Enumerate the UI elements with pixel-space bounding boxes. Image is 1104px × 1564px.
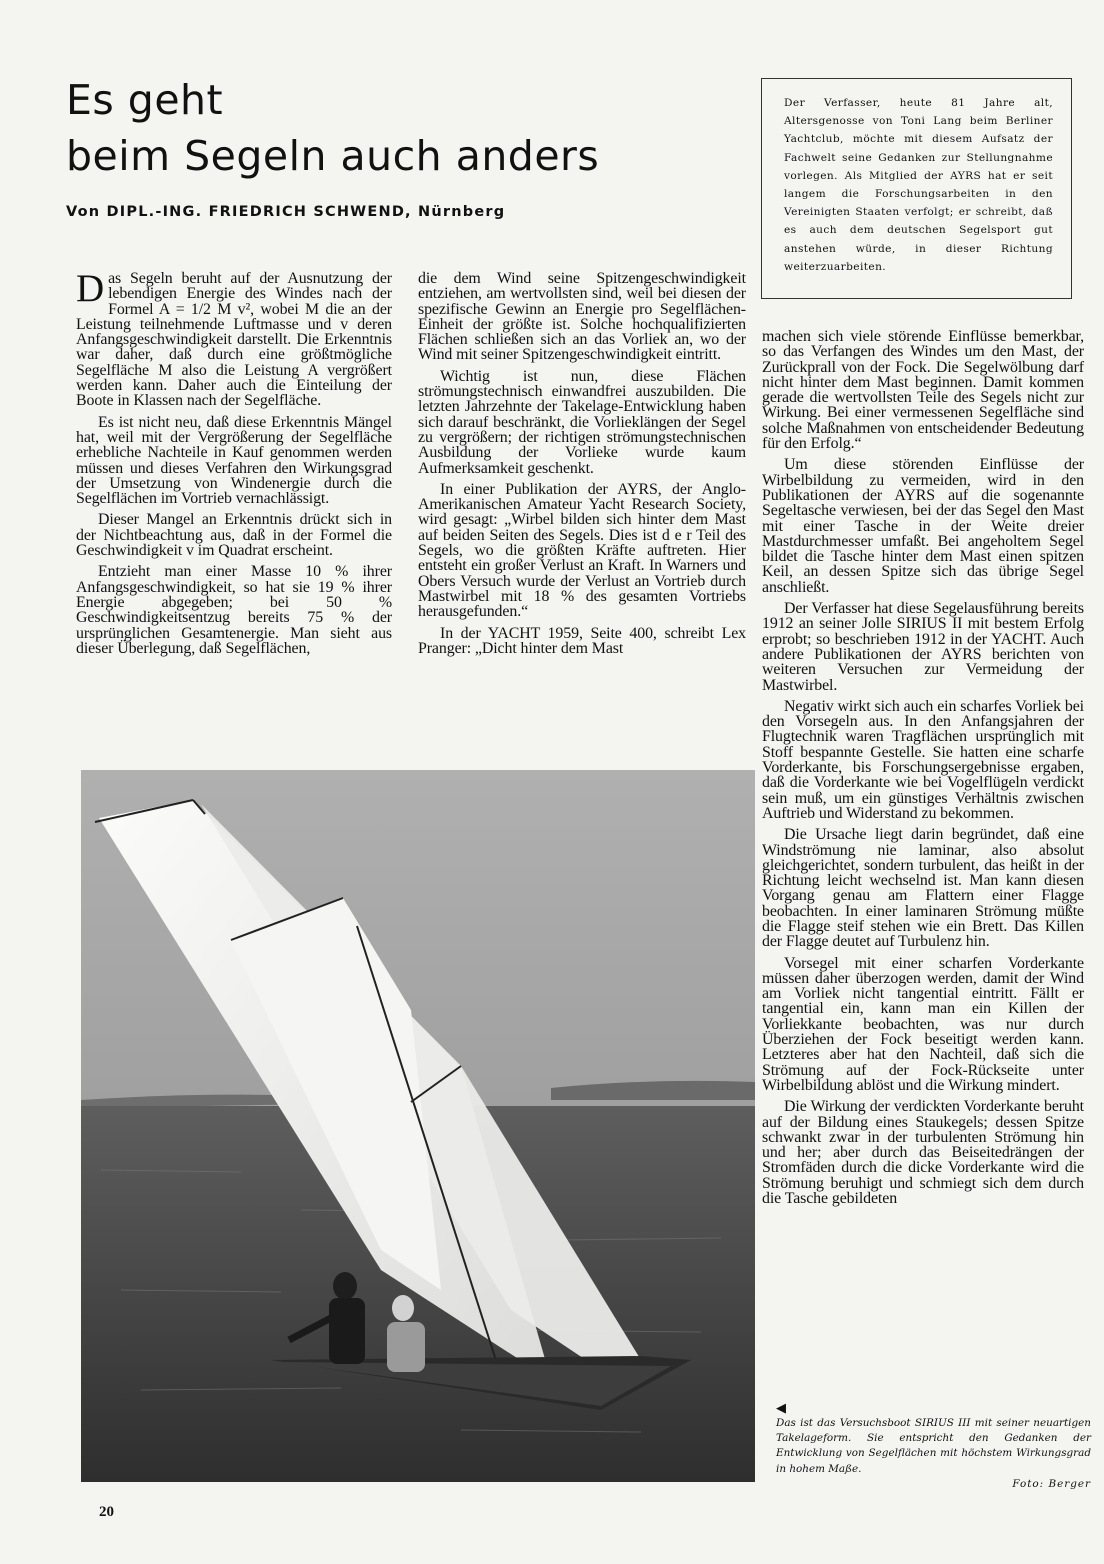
article-headline bbox=[66, 72, 756, 184]
article-paragraph: Um diese störenden Einflüsse der Wirbelbildung zu vermeiden, wird in den Publikationen der AYRS auf die sogenannte Segeltasche verwiesen, bei der das Segel den Mast mit einer Tasche in der Weite dreier Mastdurchmesser umfaßt. Bei angeholtem Segel bildet die Tasche hinter dem Mast einen spitzen Keil, an dessen Spitze sich das übrige Segel anschließt. bbox=[762, 456, 1084, 596]
sailboat-illustration bbox=[81, 770, 755, 1482]
sailor-1-body bbox=[329, 1298, 365, 1364]
page-number: 20 bbox=[99, 1504, 114, 1520]
article-column-3 bbox=[762, 329, 1084, 1212]
article-paragraph: Dieser Mangel an Erkenntnis drückt sich in der Nichtbeachtung aus, daß in der Formel die Geschwindigkeit v im Quadrat erscheint. bbox=[76, 511, 392, 560]
article-paragraph bbox=[76, 267, 392, 410]
author-info-box: Der Verfasser, heute 81 Jahre alt, Altersgenosse von Toni Lang beim Berliner Yachtclub, möchte mit diesem Aufsatz der Fachwelt seine Gedanken zur Stellungnahme vorlegen. Als Mitglied der AYRS hat er seit langem die Forschungsarbeiten in den Vereinigten Staaten verfolgt; er schreibt, daß es auch dem deutschen Segelsport gut anstehen würde, in dieser Richtung weiterzuarbeiten. bbox=[761, 78, 1072, 299]
photo-caption bbox=[776, 1402, 1091, 1492]
article-paragraph: Negativ wirkt sich auch ein scharfes Vorliek bei den Vorsegeln aus. In den Anfangsjahren der Flugtechnik waren Tragflächen ursprünglich mit Stoff bespannte Gestelle. Sie hatten eine scharfe Vorderkante, bis Forschungsergebnisse ergaben, daß die Vorderkante wie bei Vogelflügeln verdickt sein muß, um ein günstiges Verhältnis zwischen Auftrieb und Widerstand zu bekommen. bbox=[762, 697, 1084, 822]
article-paragraph: Entzieht man einer Masse 10 % ihrer Anfangsgeschwindigkeit, so hat sie 19 % ihrer Energie abgegeben; bei 50 % Geschwindigkeitsentzug bereits 75 % der ursprünglichen Gesamtenergie. Man sieht aus dieser Überlegung, daß Segelflächen, bbox=[76, 563, 392, 657]
article-paragraph: Die Wirkung der verdickten Vorderkante beruht auf der Bildung eines Staukegels; dessen Spitze schwankt zwar in der turbulenten Strömung hin und her; aber durch das Beiseitedrängen der Stromfäden durch die dicke Vorderkante wird die Strömung beruhigt und schmiegt sich dem durch die Tasche gebildeten bbox=[762, 1098, 1084, 1208]
sailor-1-head bbox=[333, 1272, 357, 1300]
article-paragraph: Vorsegel mit einer scharfen Vorderkante müssen daher überzogen werden, damit der Wind am Vorliek nicht tangential eintritt. Fällt er tangential ein, kann man ein Killen der Vorliekkante beobachten, was nur durch Überziehen der Fock beseitigt werden kann. Letzteres aber hat den Nachteil, daß sich die Strömung auf der Fock-Rückseite unter Wirbelbildung ablöst und die Wirkung mindert. bbox=[762, 954, 1084, 1094]
article-paragraph: Es ist nicht neu, daß diese Erkenntnis Mängel hat, weil mit der Vergrößerung der Segelfläche erhebliche Nachteile in Kauf genommen werden müssen und dieses Verfahren den Wirkungsgrad der Umsetzung von Windenergie durch die Segelflächen im Vortrieb vernachlässigt. bbox=[76, 413, 392, 508]
article-paragraph: Die Ursache liegt darin begründet, daß eine Windströmung nie laminar, also absolut gleichgerichtet, sondern turbulent, das heißt in der Richtung leicht wechselnd ist. Man kann diesen Vorgang genau am Flattern einer Flagge beobachten. In einer laminaren Strömung müßte die Flagge steif stehen wie ein Brett. Das Killen der Flagge deutet auf Turbulenz hin. bbox=[762, 826, 1084, 951]
drop-cap: D bbox=[76, 267, 105, 310]
byline: Von DIPL.-ING. FRIEDRICH SCHWEND, Nürnberg bbox=[66, 204, 506, 220]
headline-line-1: Es geht bbox=[66, 76, 224, 124]
headline-line-2: beim Segeln auch anders bbox=[66, 132, 600, 180]
sailor-2-lifejacket bbox=[387, 1322, 425, 1372]
article-paragraph: Wichtig ist nun, diese Flächen strömungstechnisch einwandfrei auszubilden. Die letzten Jahrzehnte der Takelage-Entwicklung haben sich darauf beschränkt, die Vorlieklängen der Segel zu vergrößern; der richtigen strömungstechnischen Ausbildung der Vorlieke wurde kaum Aufmerksamkeit geschenkt. bbox=[418, 367, 746, 477]
sailboat-photo bbox=[81, 770, 755, 1482]
article-paragraph: die dem Wind seine Spitzengeschwindigkeit entziehen, am wertvollsten sind, weil bei diesen der spezifische Gewinn an Energie pro Segelflächen-Einheit der größte ist. Solche hochqualifizierten Flächen schließen sich an das Vorliek an, wo der Wind mit seiner Spitzengeschwindigkeit eintritt. bbox=[418, 270, 746, 364]
article-column-2 bbox=[418, 271, 746, 662]
article-paragraph: machen sich viele störende Einflüsse bemerkbar, so das Verfangen des Windes um den Mast, der Zurückprall von der Fock. Die Segelwölbung darf nicht hinter dem Mast beginnen. Damit kommen gerade die wertvollsten Teile des Segels nicht zur Wirkung. Bei einer vermessenen Segelfläche sind solche Maßnahmen von entscheidender Bedeutung für den Erfolg.“ bbox=[762, 328, 1084, 453]
sailor-2-head bbox=[392, 1295, 414, 1321]
article-paragraph: In der YACHT 1959, Seite 400, schreibt Lex Pranger: „Dicht hinter dem Mast bbox=[418, 624, 746, 657]
caption-arrow-icon: ◀ bbox=[776, 1401, 786, 1416]
article-column-1 bbox=[76, 267, 392, 662]
photo-credit: Foto: Berger bbox=[1012, 1477, 1091, 1490]
article-paragraph: Der Verfasser hat diese Segelausführung bereits 1912 an seiner Jolle SIRIUS II mit bestem Erfolg erprobt; so beschrieben 1912 in der YACHT. Auch andere Publikationen der AYRS berichten von weiteren Versuchen zur Vermeidung der Mastwirbel. bbox=[762, 600, 1084, 694]
paragraph-text: as Segeln beruht auf der Ausnutzung der lebendigen Energie des Windes nach der Formel A = 1/2 M v², wobei M die an der Leistung teilnehmende Luftmasse und v deren Anfangsgeschwindigkeit darstellt. Die Erkenntnis war daher, daß durch eine größtmögliche Segelfläche M also die Leistung A vergrößert werden kann. Daher auch die Einteilung der Boote in Klassen nach der Segelfläche. bbox=[76, 270, 392, 410]
article-paragraph: In einer Publikation der AYRS, der Anglo-Amerikanischen Amateur Yacht Research Society, wird gesagt: „Wirbel bilden sich hinter dem Mast auf beiden Seiten des Segels. Dies ist d e r Teil des Segels, wo die größten Kräfte auftreten. Hier entsteht ein großer Verlust an Kraft. In Warners und Obers Versuch wurde der Verlust an Vortrieb durch Mastwirbel mit 18 % des gesamten Vortriebs herausgefunden.“ bbox=[418, 480, 746, 621]
caption-text: Das ist das Versuchsboot SIRIUS III mit seiner neuartigen Takelageform. Sie entspricht den Gedanken der Entwicklung von Segelflächen mit höchstem Wirkungsgrad in hohem Maße. bbox=[776, 1417, 1091, 1475]
